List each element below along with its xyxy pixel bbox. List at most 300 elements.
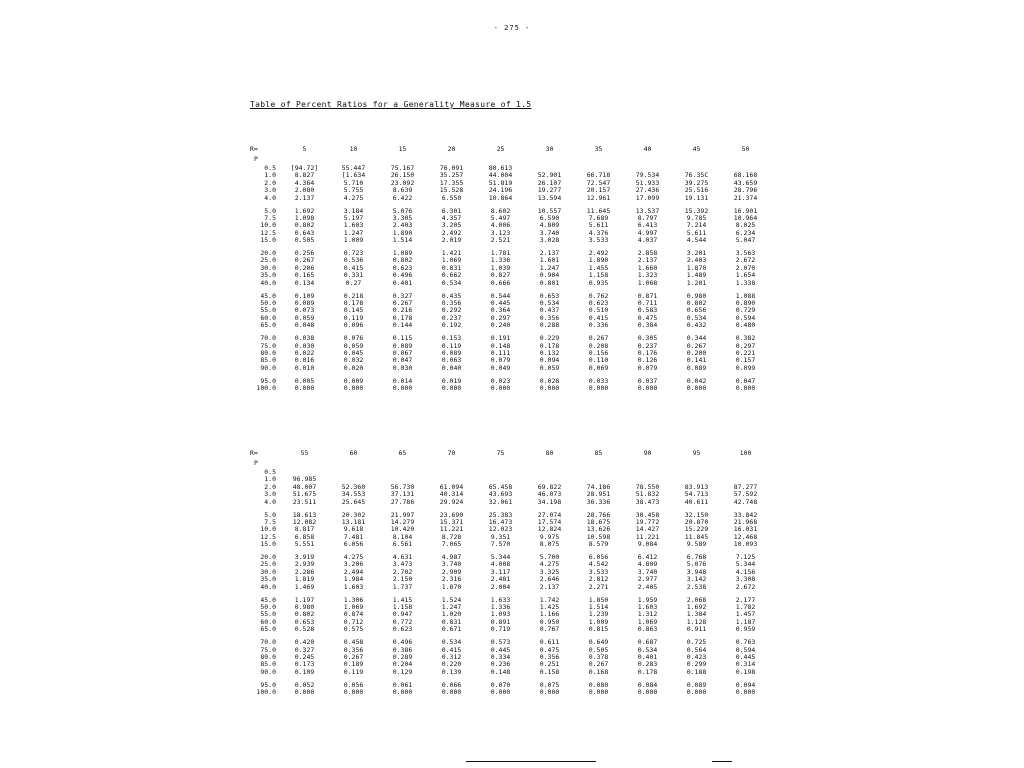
table-cell: 72.547 bbox=[586, 178, 611, 187]
table-cell: 3.201 bbox=[686, 249, 707, 258]
table-cell: 0.544 bbox=[490, 291, 511, 300]
table-cell: 0.331 bbox=[343, 271, 364, 280]
table-cell: 1.093 bbox=[490, 610, 511, 619]
table-cell: 0.801 bbox=[539, 278, 560, 287]
table-cell: 0.188 bbox=[686, 667, 707, 676]
table-cell: 0.245 bbox=[294, 652, 315, 661]
table-cell: 0.080 bbox=[588, 680, 609, 689]
table-cell: 0.237 bbox=[637, 341, 658, 350]
table-cell: 0.534 bbox=[441, 638, 462, 647]
table-cell: 0.334 bbox=[490, 652, 511, 661]
table-cell: 2.812 bbox=[588, 575, 609, 584]
table-cell: 23.690 bbox=[439, 510, 464, 519]
table-cell: 3.533 bbox=[588, 567, 609, 576]
row-p-value: 10.0 bbox=[260, 221, 276, 230]
table-cell: 0.000 bbox=[735, 688, 756, 697]
table-cell: 8.639 bbox=[392, 186, 413, 195]
table-cell: 0.327 bbox=[294, 645, 315, 654]
table-cell: 0.534 bbox=[539, 299, 560, 307]
table-cell: 8.728 bbox=[441, 532, 462, 541]
table-cell: 9.084 bbox=[637, 540, 658, 549]
table-cell: 0.000 bbox=[637, 384, 658, 393]
row-p-value: 4.0 bbox=[264, 193, 276, 202]
table-cell: 0.059 bbox=[343, 341, 364, 350]
table-cell: 5.344 bbox=[490, 553, 511, 562]
row-axis-label: P bbox=[254, 155, 258, 163]
table-cell: 0.096 bbox=[343, 321, 364, 330]
table-cell: 0.831 bbox=[441, 617, 462, 626]
table-cell: 2.137 bbox=[539, 582, 560, 591]
table-cell: 78.550 bbox=[635, 482, 660, 491]
table-cell: 1.692 bbox=[294, 206, 315, 215]
table-cell: 0.312 bbox=[441, 652, 462, 661]
table-cell: 57.592 bbox=[733, 490, 758, 499]
table-cell: 2.702 bbox=[392, 567, 413, 576]
table-cell: 2.177 bbox=[735, 595, 756, 604]
table-cell: 51.832 bbox=[635, 490, 660, 499]
table-row bbox=[250, 669, 770, 676]
table-cell: 6.858 bbox=[294, 532, 315, 541]
table-cell: 0.132 bbox=[539, 348, 560, 357]
table-cell: 0.084 bbox=[637, 680, 658, 689]
table-cell: 1.890 bbox=[588, 256, 609, 265]
table-cell: 0.198 bbox=[735, 667, 756, 676]
table-cell: 0.356 bbox=[343, 645, 364, 654]
table-cell: 4.357 bbox=[441, 213, 462, 222]
table-cell: 0.564 bbox=[686, 645, 707, 654]
ratio-table-1 bbox=[250, 146, 770, 398]
table-cell: 0.874 bbox=[343, 610, 364, 619]
table-cell: 0.723 bbox=[343, 249, 364, 258]
table-cell: 1.336 bbox=[490, 603, 511, 611]
row-p-value: 7.5 bbox=[264, 213, 276, 222]
table-cell: 3.740 bbox=[441, 560, 462, 569]
table-cell: 26.107 bbox=[537, 178, 562, 187]
table-cell: 80.613 bbox=[488, 164, 513, 172]
table-cell: 0.056 bbox=[343, 680, 364, 689]
table-cell: 4.631 bbox=[392, 553, 413, 562]
row-group bbox=[250, 250, 770, 287]
table-cell: 0.173 bbox=[294, 660, 315, 669]
column-header: 45 bbox=[692, 145, 701, 153]
table-cell: 1.069 bbox=[441, 256, 462, 265]
table-cell: 4.997 bbox=[637, 228, 658, 237]
row-p-value: 12.5 bbox=[260, 532, 276, 541]
row-p-value: 15.0 bbox=[260, 540, 276, 549]
table-cell: 0.267 bbox=[392, 299, 413, 307]
table-cell: 1.020 bbox=[441, 610, 462, 619]
table-cell: 0.356 bbox=[539, 652, 560, 661]
table-cell: 33.842 bbox=[733, 510, 758, 519]
table-cell: 5.710 bbox=[343, 178, 364, 187]
table-cell: 6.550 bbox=[441, 193, 462, 202]
table-cell: 25.645 bbox=[341, 497, 366, 506]
table-title: Table of Percent Ratios for a Generality Measure of 1.5 bbox=[250, 100, 532, 109]
table-cell: 1.633 bbox=[490, 595, 511, 604]
table-cell: 0.000 bbox=[490, 688, 511, 697]
table-cell: 43.693 bbox=[488, 490, 513, 499]
table-cell: 5.611 bbox=[686, 228, 707, 237]
table-cell: 0.073 bbox=[294, 306, 315, 315]
table-cell: 1.068 bbox=[637, 278, 658, 287]
table-cell: 0.000 bbox=[294, 384, 315, 393]
table-cell: 0.047 bbox=[392, 356, 413, 365]
table-cell: 1.781 bbox=[490, 249, 511, 258]
column-header: 60 bbox=[349, 449, 358, 457]
table-cell: 0.662 bbox=[441, 271, 462, 280]
table-cell: 2.646 bbox=[539, 575, 560, 584]
table-cell: 0.297 bbox=[735, 341, 756, 350]
table-cell: 0.336 bbox=[588, 321, 609, 330]
table-cell: 0.475 bbox=[539, 645, 560, 654]
table-cell: 0.356 bbox=[441, 299, 462, 307]
row-p-value: 2.0 bbox=[264, 482, 276, 491]
table-cell: 11.845 bbox=[684, 532, 709, 541]
row-p-value: 20.0 bbox=[260, 249, 276, 258]
table-cell: 0.229 bbox=[539, 334, 560, 343]
table-cell: 5.344 bbox=[735, 560, 756, 569]
table-cell: 7.214 bbox=[686, 221, 707, 230]
table-cell: 0.947 bbox=[392, 610, 413, 619]
table-cell: 3.740 bbox=[539, 228, 560, 237]
row-p-value: 55.0 bbox=[260, 610, 276, 619]
table-cell: 1.737 bbox=[392, 582, 413, 591]
table-cell: 0.445 bbox=[490, 299, 511, 307]
table-cell: 0.594 bbox=[735, 645, 756, 654]
table-cell: 0.292 bbox=[441, 306, 462, 315]
table-cell: 4.544 bbox=[686, 236, 707, 245]
table-cell: 0.415 bbox=[441, 645, 462, 654]
table-cell: 0.711 bbox=[637, 299, 658, 307]
table-cell: 11.221 bbox=[439, 525, 464, 534]
table-cell: 1.603 bbox=[637, 603, 658, 611]
table-cell: 0.030 bbox=[294, 341, 315, 350]
table-cell: 1.782 bbox=[735, 603, 756, 611]
table-cell: 1.421 bbox=[441, 249, 462, 258]
table-cell: 0.000 bbox=[490, 384, 511, 393]
column-header: 70 bbox=[447, 449, 456, 457]
table-cell: 0.191 bbox=[490, 334, 511, 343]
table-cell: 65.458 bbox=[488, 482, 513, 491]
table-cell: 7.065 bbox=[441, 540, 462, 549]
table-cell: 1.654 bbox=[735, 271, 756, 280]
table-cell: 0.653 bbox=[539, 291, 560, 300]
footer-rule-left bbox=[466, 761, 596, 762]
table-cell: 1.009 bbox=[343, 236, 364, 245]
table-cell: 7.481 bbox=[343, 532, 364, 541]
table-cell: 25.516 bbox=[684, 186, 709, 195]
row-p-value: 25.0 bbox=[260, 256, 276, 265]
table-cell: 4.275 bbox=[343, 193, 364, 202]
table-cell: 2.909 bbox=[441, 567, 462, 576]
table-cell: 1.239 bbox=[588, 610, 609, 619]
row-p-value: 40.0 bbox=[260, 582, 276, 591]
table-cell: 0.283 bbox=[637, 660, 658, 669]
table-cell: 6.590 bbox=[539, 213, 560, 222]
table-cell: 0.115 bbox=[392, 334, 413, 343]
table-cell: 0.089 bbox=[686, 680, 707, 689]
table-cell: 0.000 bbox=[637, 688, 658, 697]
table-cell: 21.968 bbox=[733, 517, 758, 526]
table-cell: 56.730 bbox=[390, 482, 415, 491]
table-cell: 38.473 bbox=[635, 497, 660, 506]
table-cell: 0.536 bbox=[343, 256, 364, 265]
table-cell: 0.028 bbox=[539, 376, 560, 385]
table-cell: 3.028 bbox=[539, 236, 560, 245]
table-cell: 1.870 bbox=[441, 582, 462, 591]
table-cell: 0.980 bbox=[686, 291, 707, 300]
table-cell: 15.392 bbox=[684, 206, 709, 215]
table-cell: 74.186 bbox=[586, 482, 611, 491]
column-header: 75 bbox=[496, 449, 505, 457]
table-cell: 2.672 bbox=[735, 582, 756, 591]
table-cell: 1.489 bbox=[686, 271, 707, 280]
table-cell: 7.570 bbox=[490, 540, 511, 549]
table-cell: 17.355 bbox=[439, 178, 464, 187]
table-cell: 68.168 bbox=[733, 171, 758, 180]
table-row bbox=[250, 322, 770, 329]
table-cell: 12.023 bbox=[488, 525, 513, 534]
table-cell: 0.176 bbox=[637, 348, 658, 357]
table-cell: 0.019 bbox=[441, 376, 462, 385]
table-cell: 4.275 bbox=[343, 553, 364, 562]
table-cell: 1.069 bbox=[637, 617, 658, 626]
row-p-value: 0.5 bbox=[264, 164, 276, 172]
table-cell: 6.422 bbox=[392, 193, 413, 202]
table-cell: 20.302 bbox=[341, 510, 366, 519]
table-cell: 1.338 bbox=[735, 278, 756, 287]
table-cell: 27.074 bbox=[537, 510, 562, 519]
row-p-value: 30.0 bbox=[260, 263, 276, 272]
table-cell: 0.802 bbox=[294, 610, 315, 619]
column-header: 10 bbox=[349, 145, 358, 153]
table-cell: 3.123 bbox=[490, 228, 511, 237]
row-group bbox=[250, 165, 770, 202]
table-cell: 18.613 bbox=[292, 510, 317, 519]
table-cell: 1.514 bbox=[392, 236, 413, 245]
table-cell: 0.145 bbox=[343, 306, 364, 315]
table-cell bbox=[574, 469, 623, 476]
table-cell: 10.093 bbox=[733, 540, 758, 549]
table-cell bbox=[476, 469, 525, 476]
table-cell: 1.850 bbox=[588, 595, 609, 604]
table-cell: 2.403 bbox=[392, 221, 413, 230]
table-cell: 0.178 bbox=[343, 299, 364, 307]
table-cell: 0.528 bbox=[294, 625, 315, 634]
page-number: - 275 - bbox=[493, 24, 531, 32]
table-cell: 0.158 bbox=[539, 667, 560, 676]
table-cell: 0.178 bbox=[637, 667, 658, 676]
table-cell: 0.237 bbox=[441, 313, 462, 322]
table-cell: 0.079 bbox=[637, 363, 658, 372]
table-cell: 0.671 bbox=[441, 625, 462, 634]
column-header: 100 bbox=[739, 449, 752, 457]
table-cell: 37.131 bbox=[390, 490, 415, 499]
row-p-value: 85.0 bbox=[260, 356, 276, 365]
table-cell: 0.305 bbox=[637, 334, 658, 343]
table-cell bbox=[525, 469, 574, 476]
table-cell: 52.901 bbox=[537, 171, 562, 180]
row-group bbox=[250, 682, 770, 697]
table-cell: 30.458 bbox=[635, 510, 660, 519]
table-cell: 0.045 bbox=[343, 348, 364, 357]
table-cell: 87.277 bbox=[733, 482, 758, 491]
table-cell: 28.951 bbox=[586, 490, 611, 499]
table-cell: 3.325 bbox=[539, 567, 560, 576]
table-cell: 0.141 bbox=[686, 356, 707, 365]
table-cell: 0.220 bbox=[441, 660, 462, 669]
table-cell: 0.134 bbox=[294, 278, 315, 287]
table-cell: 51.675 bbox=[292, 490, 317, 499]
table-cell: 0.420 bbox=[294, 638, 315, 647]
row-p-value: 45.0 bbox=[260, 595, 276, 604]
ratio-table-2 bbox=[250, 450, 770, 702]
table-cell: 3.563 bbox=[735, 249, 756, 258]
table-cell: 1.601 bbox=[539, 256, 560, 265]
table-cell: 0.27 bbox=[345, 278, 362, 287]
table-cell: 5.497 bbox=[490, 213, 511, 222]
table-cell: 32.061 bbox=[488, 497, 513, 506]
table-cell: 0.267 bbox=[686, 341, 707, 350]
table-cell: 5.076 bbox=[686, 560, 707, 569]
row-p-value: 0.5 bbox=[264, 468, 276, 476]
table-cell: 0.314 bbox=[735, 660, 756, 669]
table-cell: 0.729 bbox=[735, 306, 756, 315]
table-cell: 13.626 bbox=[586, 525, 611, 534]
table-cell: 0.251 bbox=[539, 660, 560, 669]
table-cell: 0.042 bbox=[686, 376, 707, 385]
table-cell: 0.384 bbox=[637, 321, 658, 330]
table-cell: 0.048 bbox=[294, 321, 315, 330]
table-cell: 0.119 bbox=[343, 667, 364, 676]
row-p-value: 15.0 bbox=[260, 236, 276, 245]
table-cell: 25.383 bbox=[488, 510, 513, 519]
table-cell: 42.748 bbox=[733, 497, 758, 506]
table-cell: 0.144 bbox=[392, 321, 413, 330]
table-cell: 0.000 bbox=[539, 384, 560, 393]
table-cell: 9.351 bbox=[490, 532, 511, 541]
table-cell: 0.623 bbox=[392, 625, 413, 634]
table-cell: 96.985 bbox=[292, 475, 317, 484]
table-cell: 13.537 bbox=[635, 206, 660, 215]
table-cell: 0.030 bbox=[392, 363, 413, 372]
table-cell: 0.206 bbox=[294, 263, 315, 272]
table-cell: 1.088 bbox=[735, 291, 756, 300]
table-cell: 0.221 bbox=[735, 348, 756, 357]
table-cell: 0.089 bbox=[441, 348, 462, 357]
table-cell: 4.364 bbox=[294, 178, 315, 187]
table-cell: 0.094 bbox=[539, 356, 560, 365]
row-group bbox=[250, 554, 770, 591]
table-cell bbox=[623, 469, 672, 476]
footer-rule-right bbox=[712, 761, 732, 762]
table-cell: 0.378 bbox=[588, 652, 609, 661]
table-cell: 0.435 bbox=[441, 291, 462, 300]
table-cell: 0.890 bbox=[735, 299, 756, 307]
table-cell: 2.271 bbox=[588, 582, 609, 591]
row-p-value: 3.0 bbox=[264, 490, 276, 499]
table-cell: 3.948 bbox=[686, 567, 707, 576]
table-cell: 0.119 bbox=[343, 313, 364, 322]
table-cell: 0.327 bbox=[392, 291, 413, 300]
table-cell: 0.256 bbox=[294, 249, 315, 258]
table-cell: 0.067 bbox=[392, 348, 413, 357]
table-cell: 0.772 bbox=[392, 617, 413, 626]
table-cell: 4.037 bbox=[637, 236, 658, 245]
table-cell: 16.901 bbox=[733, 206, 758, 215]
table-cell: 10.864 bbox=[488, 193, 513, 202]
row-p-value: 12.5 bbox=[260, 228, 276, 237]
table-cell: 0.200 bbox=[686, 348, 707, 357]
table-cell: 51.933 bbox=[635, 178, 660, 187]
table-cell: 5.611 bbox=[588, 221, 609, 230]
table-cell: 0.573 bbox=[490, 638, 511, 647]
table-cell: 0.049 bbox=[490, 363, 511, 372]
row-p-value: 20.0 bbox=[260, 553, 276, 562]
row-p-value: 45.0 bbox=[260, 291, 276, 300]
table-cell: 27.786 bbox=[390, 497, 415, 506]
table-cell: 0.871 bbox=[637, 291, 658, 300]
table-cell: 0.204 bbox=[392, 660, 413, 669]
table-cell: 0.139 bbox=[441, 667, 462, 676]
table-cell: 0.089 bbox=[686, 363, 707, 372]
table-cell: 24.196 bbox=[488, 186, 513, 195]
table-cell: 39.275 bbox=[684, 178, 709, 187]
column-header: 25 bbox=[496, 145, 505, 153]
table-cell: 13.594 bbox=[537, 193, 562, 202]
row-p-value: 80.0 bbox=[260, 348, 276, 357]
row-p-value: 4.0 bbox=[264, 497, 276, 506]
table-cell: 0.037 bbox=[637, 376, 658, 385]
table-cell: 0.000 bbox=[343, 688, 364, 697]
table-cell: 0.288 bbox=[539, 321, 560, 330]
column-header-row bbox=[250, 450, 770, 460]
row-group bbox=[250, 335, 770, 372]
table-cell: 0.297 bbox=[490, 313, 511, 322]
table-cell: 2.286 bbox=[294, 567, 315, 576]
row-p-value: 30.0 bbox=[260, 567, 276, 576]
column-header: 35 bbox=[594, 145, 603, 153]
table-cell: 0.382 bbox=[735, 334, 756, 343]
table-cell: 3.473 bbox=[392, 560, 413, 569]
table-cell: 1.415 bbox=[392, 595, 413, 604]
row-p-value: 25.0 bbox=[260, 560, 276, 569]
row-group bbox=[250, 208, 770, 245]
row-p-value: 80.0 bbox=[260, 652, 276, 661]
table-row bbox=[250, 626, 770, 633]
table-cell: 1.089 bbox=[392, 249, 413, 258]
table-cell: 0.076 bbox=[343, 334, 364, 343]
table-cell: 0.594 bbox=[735, 313, 756, 322]
table-cell: 0.079 bbox=[490, 356, 511, 365]
table-cell: 0.119 bbox=[441, 341, 462, 350]
table-cell: 0.178 bbox=[392, 313, 413, 322]
table-cell: 0.267 bbox=[343, 652, 364, 661]
row-axis-label: P bbox=[254, 459, 258, 467]
table-cell: 6.056 bbox=[588, 553, 609, 562]
table-cell: 1.247 bbox=[343, 228, 364, 237]
row-p-value: 75.0 bbox=[260, 341, 276, 350]
table-cell: 0.437 bbox=[539, 306, 560, 315]
table-cell: 0.401 bbox=[392, 278, 413, 287]
table-cell: 2.939 bbox=[294, 560, 315, 569]
column-header: 55 bbox=[300, 449, 309, 457]
table-cell: 3.919 bbox=[294, 553, 315, 562]
table-cell: 7.689 bbox=[588, 213, 609, 222]
table-cell: 0.415 bbox=[588, 313, 609, 322]
table-cell: 18.675 bbox=[586, 517, 611, 526]
table-cell: 0.344 bbox=[686, 334, 707, 343]
